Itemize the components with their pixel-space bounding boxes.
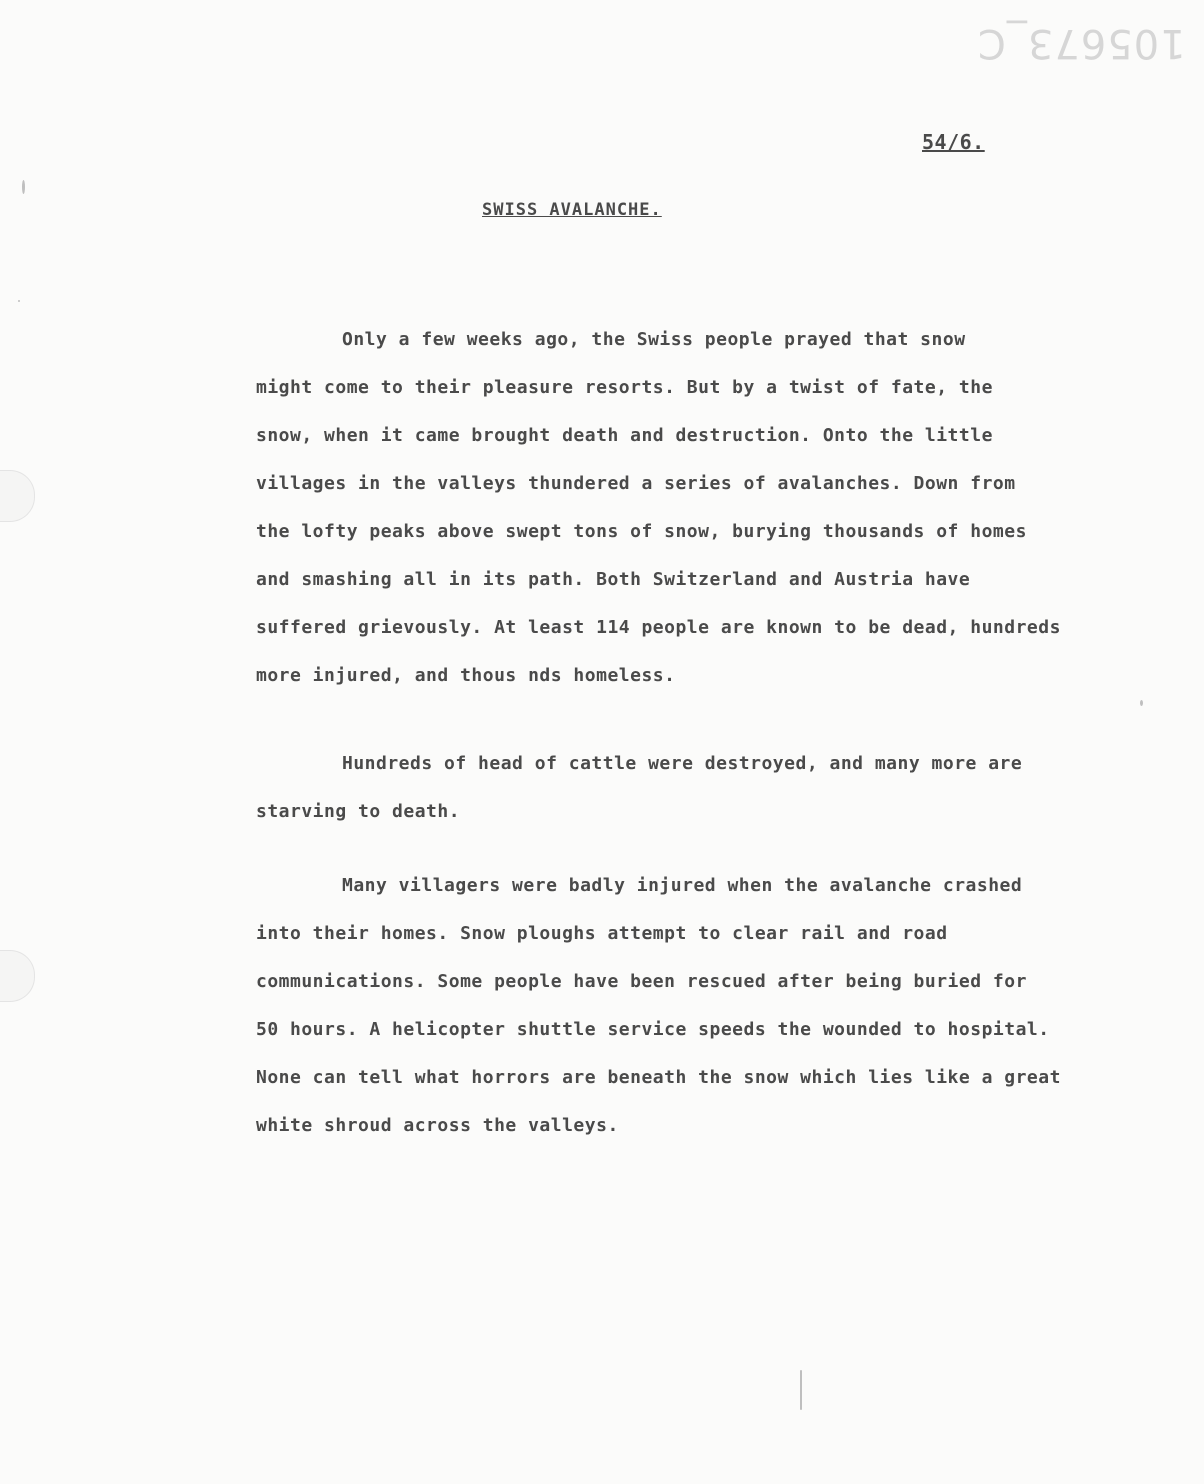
text-line: Hundreds of head of cattle were destroyed, and many more are <box>342 753 1023 774</box>
text-line: villages in the valleys thundered a series of avalanches. Down from <box>256 473 1016 494</box>
text-line: communications. Some people have been rescued after being buried for <box>256 971 1027 992</box>
text-line: into their homes. Snow ploughs attempt to clear rail and road <box>256 923 948 944</box>
text-line: white shroud across the valleys. <box>256 1115 619 1136</box>
text-line: Many villagers were badly injured when the avalanche crashed <box>342 875 1023 896</box>
paragraph-3 <box>256 862 1061 1150</box>
document-title: SWISS AVALANCHE. <box>482 200 662 220</box>
punch-hole-mark <box>0 470 35 522</box>
paper-speck <box>18 300 20 302</box>
text-line: None can tell what horrors are beneath the snow which lies like a great <box>256 1067 1061 1088</box>
text-line: starving to death. <box>256 801 461 822</box>
archive-reference-number: 105673_C <box>977 20 1186 66</box>
text-line: the lofty peaks above swept tons of snow, burying thousands of homes <box>256 521 1027 542</box>
text-line: might come to their pleasure resorts. But by a twist of fate, the <box>256 377 993 398</box>
page-number: 54/6. <box>922 130 985 154</box>
punch-hole-mark <box>0 950 35 1002</box>
paragraph-1 <box>256 316 1061 700</box>
text-line: more injured, and thous nds homeless. <box>256 665 676 686</box>
text-line: 50 hours. A helicopter shuttle service speeds the wounded to hospital. <box>256 1019 1050 1040</box>
text-line: Only a few weeks ago, the Swiss people prayed that snow <box>342 329 966 350</box>
paper-speck <box>1140 700 1143 706</box>
text-line: snow, when it came brought death and destruction. Onto the little <box>256 425 993 446</box>
text-line: and smashing all in its path. Both Switzerland and Austria have <box>256 569 971 590</box>
text-line: suffered grievously. At least 114 people are known to be dead, hundreds <box>256 617 1061 638</box>
paper-speck <box>800 1370 802 1410</box>
paragraph-2 <box>256 740 1022 836</box>
paper-speck <box>22 180 25 194</box>
